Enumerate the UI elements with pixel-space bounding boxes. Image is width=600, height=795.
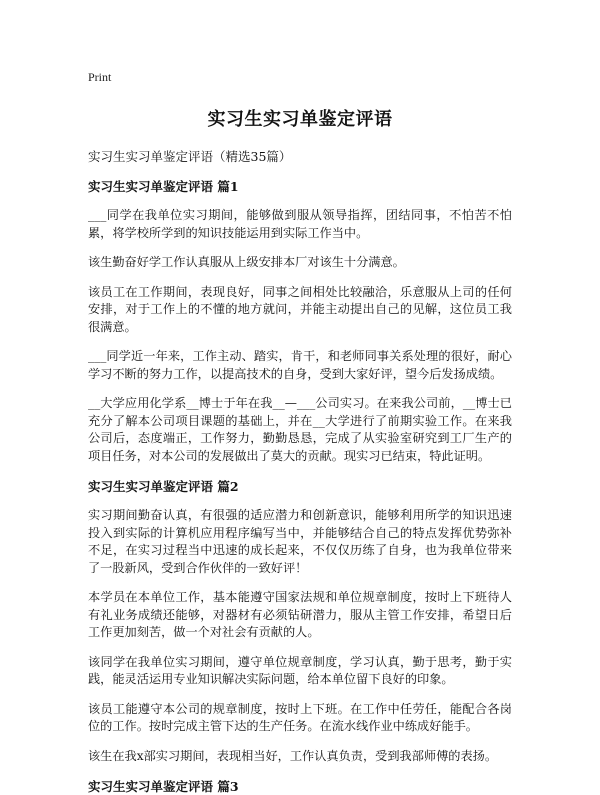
paragraph: 该生在我x部实习期间，表现相当好，工作认真负责，受到我部师傅的表扬。 [88, 748, 498, 763]
paragraph: 本学员在本单位工作，基本能遵守国家法规和单位规章制度，按时上下班待人有礼业务成绩还能够，对器材有必须钻研潜力，服从主管工作安排，希望日后工作更加刻苦，做一个对社会有贡献的人。 [88, 590, 512, 639]
paragraph: 该员工在工作期间，表现良好，同事之间相处比较融洽，乐意服从上司的任何安排，对于工作上的不懂的地方就问，并能主动提出自己的见解，这位员工我很满意。 [88, 284, 512, 334]
paragraph: 该生勤奋好学工作认真服从上级安排本厂对该生十分满意。 [88, 255, 405, 269]
document-subtitle: 实习生实习单鉴定评语（精选35篇） [88, 149, 292, 164]
document-title: 实习生实习单鉴定评语 [207, 109, 393, 130]
print-link[interactable]: Print [88, 70, 112, 84]
paragraph: 该员工能遵守本公司的规章制度，按时上下班。在工作中任劳任，能配合各岗位的工作。按时完成主管下达的生产任务。在流水线作业中练成好能手。 [88, 701, 512, 733]
paragraph: 实习期间勤奋认真，有很强的适应潜力和创新意识，能够利用所学的知识迅速投入到实际的计算机应用程序编写当中，并能够结合自己的特点发挥优势弥补不足，在实习过程当中迅速的成长起来，不仅仅历练了自身，也为我单位带来了一股新风，受到合作伙伴的一致好评！ [88, 508, 512, 575]
paragraph: ___同学近一年来，工作主动、踏实，肯干，和老师同事关系处理的很好，耐心学习不断的努力工作，以提高技术的自身，受到大家好评，望今后发扬成绩。 [88, 349, 512, 381]
paragraph: __大学应用化学系__博士于年在我__—___公司实习。在来我公司前，__博士已充分了解本公司项目课题的基础上，并在__大学进行了前期实验工作。在来我公司后，态度端正，工作努力，勤勤恳恳，完成了从实验室研究到工厂生产的项目任务，对本公司的发展做出了莫大的贡献。现实习已结束，特此证明。 [88, 396, 512, 463]
section-2 [88, 477, 512, 765]
section-heading: 实习生实习单鉴定评语 篇2 [88, 479, 239, 494]
section-1 [88, 177, 512, 465]
section-heading: 实习生实习单鉴定评语 篇1 [88, 179, 239, 194]
paragraph: ___同学在我单位实习期间，能够做到服从领导指挥，团结同事，不怕苦不怕累，将学校所学到的知识技能运用到实际工作当中。 [88, 208, 512, 240]
section-3 [88, 777, 512, 795]
section-heading: 实习生实习单鉴定评语 篇3 [88, 779, 239, 794]
paragraph: 该同学在我单位实习期间，遵守单位规章制度，学习认真，勤于思考，勤于实践，能灵活运用专业知识解决实际问题，给本单位留下良好的印象。 [88, 654, 512, 686]
